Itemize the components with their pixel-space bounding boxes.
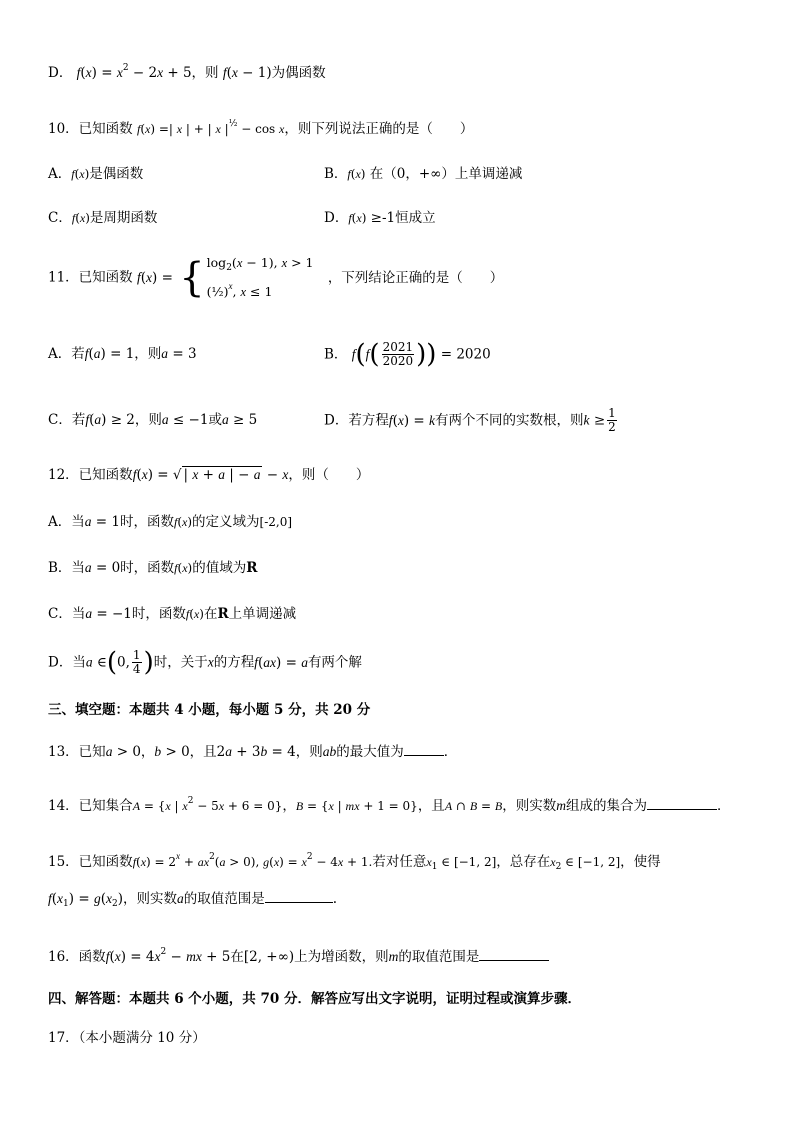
q10-option-b: B．f(x) 在（0，+∞）上单调递减 xyxy=(324,166,523,182)
q11-option-d: D．若方程f(x) = k有两个不同的实数根，则k ≥ $\frac{1}{2}$ xyxy=(324,406,616,434)
q12-option-b: B．当a = 0时，函数f(x)的值域为R xyxy=(48,560,258,576)
q10-stem: 10．已知函数 f(x) =| x | + | x $|^{\frac{1}{2}} - \cos x$，则下列说法正确的是（ ） xyxy=(48,119,474,137)
q11-option-c: C．若f(a) ≥ 2，则a ≤ −1或a ≥ 5 xyxy=(48,412,258,428)
q10-option-a: A．f(x)是偶函数 xyxy=(48,166,144,182)
answer-blank[interactable] xyxy=(647,795,717,810)
q12-option-a: A．当a = 1时，函数f(x)的定义域为[-2,0] xyxy=(48,514,293,530)
q16: 16．函数$f(x) = 4x^2$ − mx + 5在[2, +∞)上为增函数，则m的取值范围是 xyxy=(48,942,549,967)
q11-option-b: B． f(f( $\frac{2021}{2020}$ )) = 2020 xyxy=(324,339,491,370)
answer-blank[interactable] xyxy=(479,946,549,961)
q14: 14．已知集合A = {x | $x^2 - 5x + 6 = 0$}，B = {x | mx + 1 = 0}，且A ∩ B = B，则实数m组成的集合为 ． xyxy=(48,796,731,814)
q10-option-c: C．f(x)是周期函数 xyxy=(48,210,158,226)
q13: 13．已知a > 0，b > 0，且2a + 3b = 4，则ab的最大值为 ． xyxy=(48,741,457,762)
answer-blank[interactable] xyxy=(404,741,444,756)
q12-stem: 12．已知函数f(x) = √ | x + a | − a − x，则（ ） xyxy=(48,467,370,483)
section-4-heading: 四、解答题：本题共 6 个小题，共 70 分．解答应写出文字说明，证明过程或演算步骤． xyxy=(48,991,581,1007)
q11-stem: 11．已知函数 f(x) = { $\log_2(x - 1)$, x > 1 (½)$^x$, x ≤ 1 ，下列结论正确的是（ ） xyxy=(48,254,504,301)
q15-line1: 15．已知函数$f(x) = 2^x + ax^2(a > 0)$, $g(x) = x^2 - 4x + 1$.若对任意$x_1$ ∈ [−1, 2]，总存在$x_2$ ∈ [−1, 2]，使得 xyxy=(48,851,661,872)
section-3-heading: 三、填空题：本题共 4 小题，每小题 5 分，共 20 分 xyxy=(48,702,371,718)
q11-option-a: A．若f(a) = 1，则a = 3 xyxy=(48,346,197,362)
q12-option-c: C．当a = −1时，函数f(x)在R上单调递减 xyxy=(48,606,297,622)
q17-heading: 17．（本小题满分 10 分） xyxy=(48,1030,206,1046)
piecewise-function: { $\log_2(x - 1)$, x > 1 (½)$^x$, x ≤ 1 xyxy=(179,254,314,301)
q12-option-d: D．当a ∈(0, $\frac{1}{4}$ )时，关于x的方程f(ax) = a有两个解 xyxy=(48,647,362,678)
q9-option-d: D． $f(x) = x^2 - 2x + 5$，则 f(x − 1)为偶函数 xyxy=(48,63,326,81)
q10-option-d: D．f(x) ≥-1恒成立 xyxy=(324,210,436,226)
answer-blank[interactable] xyxy=(265,888,333,903)
q15-line2: $f(x_1) = g(x_2)$，则实数a的取值范围是 . xyxy=(48,888,337,914)
